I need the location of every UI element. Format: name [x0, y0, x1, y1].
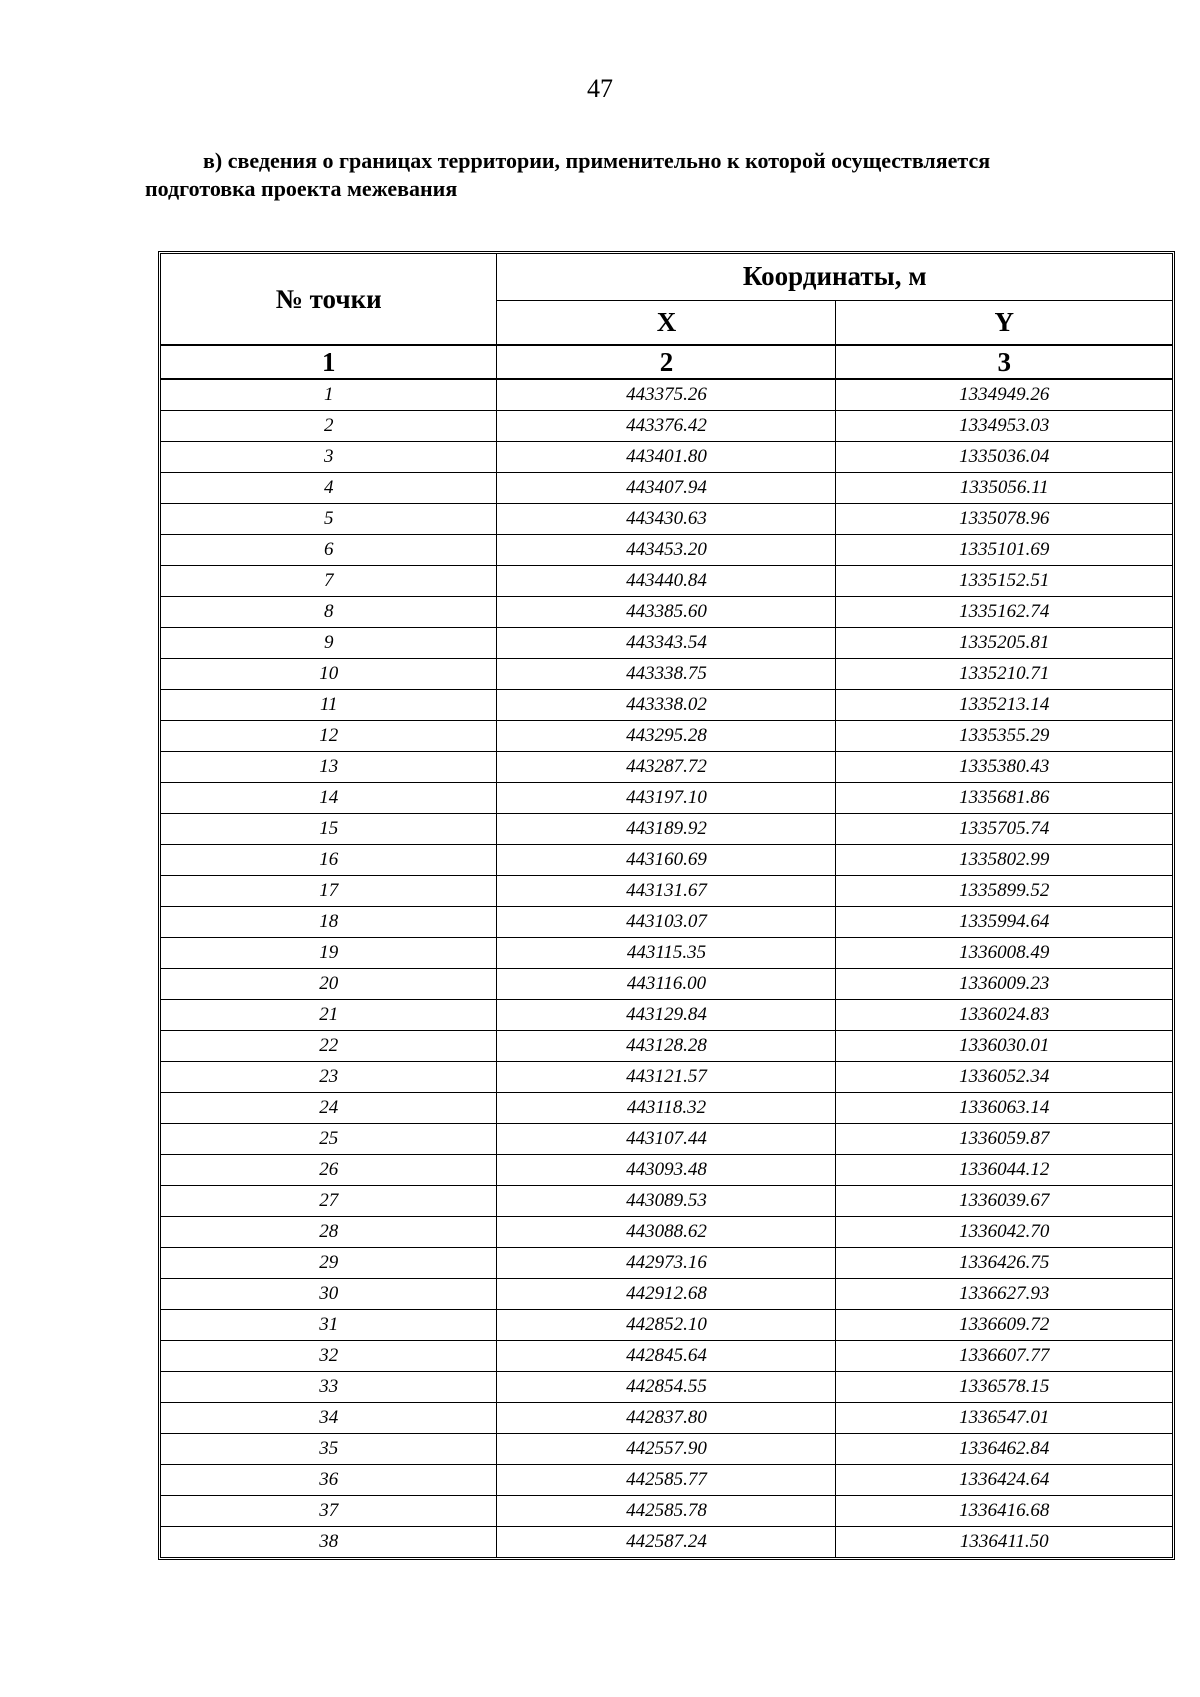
table-row — [161, 969, 1172, 1000]
section-heading: в) сведения о границах территории, применительно к которой осуществляется подготовка проекта межевания — [145, 148, 991, 201]
table-row — [161, 783, 1172, 814]
x-coordinate-cell: 443093.48 — [497, 1155, 836, 1186]
x-coordinate-cell: 442912.68 — [497, 1279, 836, 1310]
table-row — [161, 938, 1172, 969]
table-row — [161, 752, 1172, 783]
x-coordinate-cell: 443295.28 — [497, 721, 836, 752]
point-number-cell: 34 — [161, 1403, 497, 1434]
point-number-cell: 32 — [161, 1341, 497, 1372]
point-number-cell: 10 — [161, 659, 497, 690]
point-number-cell: 38 — [161, 1527, 497, 1558]
x-coordinate-cell: 443430.63 — [497, 504, 836, 535]
point-number-cell: 17 — [161, 876, 497, 907]
y-coordinate-cell: 1336059.87 — [836, 1124, 1172, 1155]
y-coordinate-cell: 1336578.15 — [836, 1372, 1172, 1403]
table-row — [161, 1093, 1172, 1124]
point-number-cell: 30 — [161, 1279, 497, 1310]
x-coordinate-cell: 443453.20 — [497, 535, 836, 566]
table-row — [161, 1062, 1172, 1093]
y-coordinate-cell: 1335210.71 — [836, 659, 1172, 690]
y-coordinate-cell: 1335056.11 — [836, 473, 1172, 504]
point-number-cell: 1 — [161, 379, 497, 411]
y-coordinate-cell: 1335380.43 — [836, 752, 1172, 783]
x-coordinate-cell: 443338.02 — [497, 690, 836, 721]
y-coordinate-cell: 1335152.51 — [836, 566, 1172, 597]
table-row — [161, 535, 1172, 566]
x-coordinate-cell: 443107.44 — [497, 1124, 836, 1155]
y-coordinate-cell: 1336424.64 — [836, 1465, 1172, 1496]
table-row — [161, 876, 1172, 907]
point-number-cell: 35 — [161, 1434, 497, 1465]
y-coordinate-cell: 1336416.68 — [836, 1496, 1172, 1527]
y-coordinate-cell: 1336024.83 — [836, 1000, 1172, 1031]
point-number-cell: 7 — [161, 566, 497, 597]
table-row — [161, 1527, 1172, 1558]
x-coordinate-cell: 442585.77 — [497, 1465, 836, 1496]
y-coordinate-cell: 1336044.12 — [836, 1155, 1172, 1186]
y-coordinate-cell: 1336627.93 — [836, 1279, 1172, 1310]
y-coordinate-cell: 1336052.34 — [836, 1062, 1172, 1093]
x-coordinate-cell: 442852.10 — [497, 1310, 836, 1341]
y-coordinate-cell: 1335802.99 — [836, 845, 1172, 876]
table-row — [161, 659, 1172, 690]
point-number-cell: 4 — [161, 473, 497, 504]
x-coordinate-cell: 442587.24 — [497, 1527, 836, 1558]
y-coordinate-cell: 1336609.72 — [836, 1310, 1172, 1341]
y-coordinate-cell: 1336607.77 — [836, 1341, 1172, 1372]
point-number-cell: 9 — [161, 628, 497, 659]
y-coordinate-cell: 1335899.52 — [836, 876, 1172, 907]
table-row — [161, 1124, 1172, 1155]
point-number-cell: 18 — [161, 907, 497, 938]
coordinates-header: Координаты, м — [497, 254, 1172, 300]
y-coordinate-cell: 1335101.69 — [836, 535, 1172, 566]
y-coordinate-cell: 1335205.81 — [836, 628, 1172, 659]
point-number-cell: 28 — [161, 1217, 497, 1248]
y-coordinate-cell: 1336411.50 — [836, 1527, 1172, 1558]
x-coordinate-cell: 443189.92 — [497, 814, 836, 845]
point-number-cell: 24 — [161, 1093, 497, 1124]
x-coordinate-cell: 443197.10 — [497, 783, 836, 814]
point-number-cell: 26 — [161, 1155, 497, 1186]
point-number-cell: 12 — [161, 721, 497, 752]
x-coordinate-cell: 443116.00 — [497, 969, 836, 1000]
y-coordinate-cell: 1335036.04 — [836, 442, 1172, 473]
point-number-header: № точки — [161, 254, 497, 345]
x-coordinate-cell: 443115.35 — [497, 938, 836, 969]
x-coordinate-cell: 443128.28 — [497, 1031, 836, 1062]
x-coordinate-cell: 443343.54 — [497, 628, 836, 659]
table-row — [161, 721, 1172, 752]
point-number-cell: 20 — [161, 969, 497, 1000]
x-coordinate-cell: 442837.80 — [497, 1403, 836, 1434]
x-coordinate-cell: 442557.90 — [497, 1434, 836, 1465]
column-number-2: 2 — [497, 345, 836, 379]
y-coordinate-cell: 1335681.86 — [836, 783, 1172, 814]
table-row — [161, 628, 1172, 659]
point-number-cell: 5 — [161, 504, 497, 535]
y-coordinate-cell: 1335994.64 — [836, 907, 1172, 938]
table-row — [161, 690, 1172, 721]
table-row — [161, 907, 1172, 938]
point-number-cell: 6 — [161, 535, 497, 566]
table-row — [161, 597, 1172, 628]
x-coordinate-cell: 442854.55 — [497, 1372, 836, 1403]
x-coordinate-cell: 443287.72 — [497, 752, 836, 783]
table-row — [161, 566, 1172, 597]
point-number-cell: 19 — [161, 938, 497, 969]
point-number-cell: 33 — [161, 1372, 497, 1403]
table-row — [161, 1279, 1172, 1310]
point-number-cell: 29 — [161, 1248, 497, 1279]
point-number-cell: 13 — [161, 752, 497, 783]
y-coordinate-cell: 1336009.23 — [836, 969, 1172, 1000]
point-number-cell: 2 — [161, 411, 497, 442]
point-number-cell: 11 — [161, 690, 497, 721]
y-coordinate-cell: 1335078.96 — [836, 504, 1172, 535]
table-header — [161, 254, 1172, 379]
x-coordinate-cell: 443121.57 — [497, 1062, 836, 1093]
table-row — [161, 814, 1172, 845]
x-coordinate-cell: 443160.69 — [497, 845, 836, 876]
table-row — [161, 442, 1172, 473]
table-row — [161, 1341, 1172, 1372]
column-number-3: 3 — [836, 345, 1172, 379]
x-coordinate-cell: 443376.42 — [497, 411, 836, 442]
x-coordinate-cell: 442585.78 — [497, 1496, 836, 1527]
y-coordinate-cell: 1336063.14 — [836, 1093, 1172, 1124]
point-number-cell: 8 — [161, 597, 497, 628]
point-number-cell: 16 — [161, 845, 497, 876]
table-row — [161, 1310, 1172, 1341]
column-number-1: 1 — [161, 345, 497, 379]
x-coordinate-cell: 443440.84 — [497, 566, 836, 597]
table-body — [161, 379, 1172, 1557]
point-number-cell: 3 — [161, 442, 497, 473]
x-coordinate-cell: 443385.60 — [497, 597, 836, 628]
x-coordinate-cell: 443088.62 — [497, 1217, 836, 1248]
point-number-cell: 31 — [161, 1310, 497, 1341]
point-number-cell: 21 — [161, 1000, 497, 1031]
table-row — [161, 473, 1172, 504]
point-number-cell: 25 — [161, 1124, 497, 1155]
coordinates-table-frame — [158, 251, 1175, 1560]
y-header: Y — [836, 300, 1172, 345]
y-coordinate-cell: 1335162.74 — [836, 597, 1172, 628]
y-coordinate-cell: 1334949.26 — [836, 379, 1172, 411]
page-number: 47 — [587, 74, 613, 103]
table-row — [161, 1434, 1172, 1465]
table-row — [161, 845, 1172, 876]
table-row — [161, 1186, 1172, 1217]
table-row — [161, 379, 1172, 411]
table-row — [161, 1248, 1172, 1279]
table-row — [161, 1372, 1172, 1403]
y-coordinate-cell: 1336426.75 — [836, 1248, 1172, 1279]
x-coordinate-cell: 443129.84 — [497, 1000, 836, 1031]
table-row — [161, 1217, 1172, 1248]
point-number-cell: 23 — [161, 1062, 497, 1093]
table-row — [161, 1496, 1172, 1527]
y-coordinate-cell: 1336462.84 — [836, 1434, 1172, 1465]
y-coordinate-cell: 1336547.01 — [836, 1403, 1172, 1434]
table-row — [161, 1155, 1172, 1186]
point-number-cell: 14 — [161, 783, 497, 814]
y-coordinate-cell: 1335705.74 — [836, 814, 1172, 845]
table-row — [161, 1403, 1172, 1434]
table-row — [161, 411, 1172, 442]
y-coordinate-cell: 1336008.49 — [836, 938, 1172, 969]
y-coordinate-cell: 1334953.03 — [836, 411, 1172, 442]
x-coordinate-cell: 443103.07 — [497, 907, 836, 938]
x-coordinate-cell: 443407.94 — [497, 473, 836, 504]
x-coordinate-cell: 443375.26 — [497, 379, 836, 411]
x-header: X — [497, 300, 836, 345]
point-number-cell: 15 — [161, 814, 497, 845]
y-coordinate-cell: 1336042.70 — [836, 1217, 1172, 1248]
x-coordinate-cell: 442973.16 — [497, 1248, 836, 1279]
point-number-cell: 36 — [161, 1465, 497, 1496]
x-coordinate-cell: 443401.80 — [497, 442, 836, 473]
coordinates-table — [161, 254, 1172, 1557]
y-coordinate-cell: 1335355.29 — [836, 721, 1172, 752]
y-coordinate-cell: 1336030.01 — [836, 1031, 1172, 1062]
x-coordinate-cell: 443131.67 — [497, 876, 836, 907]
x-coordinate-cell: 442845.64 — [497, 1341, 836, 1372]
point-number-cell: 22 — [161, 1031, 497, 1062]
x-coordinate-cell: 443338.75 — [497, 659, 836, 690]
x-coordinate-cell: 443089.53 — [497, 1186, 836, 1217]
table-row — [161, 504, 1172, 535]
table-row — [161, 1465, 1172, 1496]
table-row — [161, 1031, 1172, 1062]
x-coordinate-cell: 443118.32 — [497, 1093, 836, 1124]
y-coordinate-cell: 1335213.14 — [836, 690, 1172, 721]
point-number-cell: 37 — [161, 1496, 497, 1527]
y-coordinate-cell: 1336039.67 — [836, 1186, 1172, 1217]
table-row — [161, 1000, 1172, 1031]
point-number-cell: 27 — [161, 1186, 497, 1217]
